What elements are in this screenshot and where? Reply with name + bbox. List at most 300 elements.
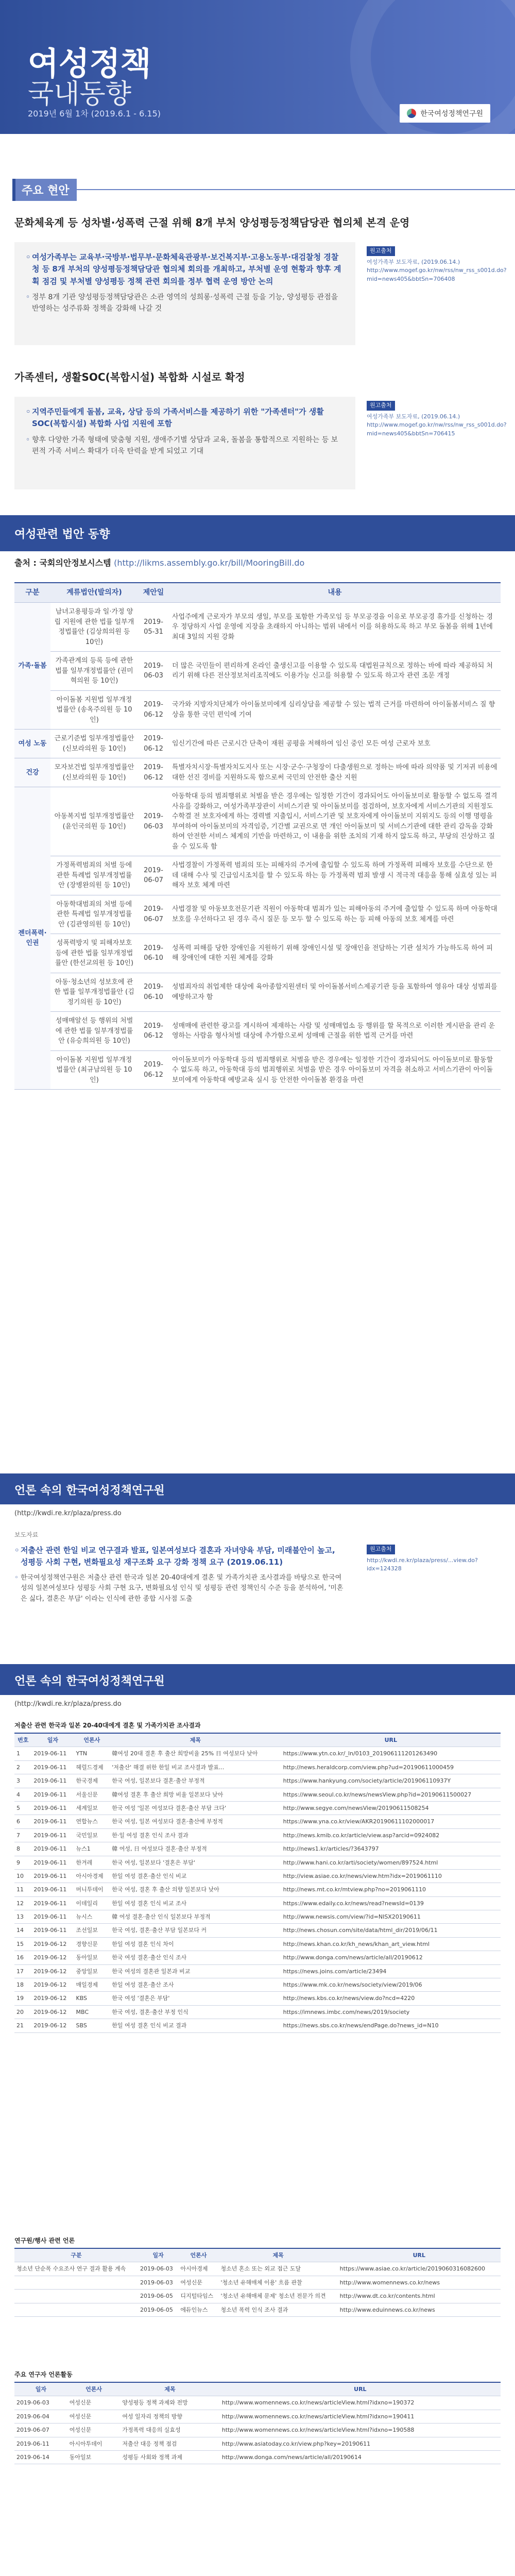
row-cell: 경향신문: [74, 1937, 110, 1951]
row-cell: 2019-06-11: [31, 1924, 74, 1937]
press1-item: [14, 1545, 344, 1605]
row-url-link[interactable]: https://imnews.imbc.com/news/2019/society: [281, 2005, 501, 2019]
row-cell: 2019-06-12: [31, 1992, 74, 2005]
law-date: 2019-06-07: [138, 895, 169, 934]
press-table2-body: [14, 2262, 501, 2317]
row-cell: 韓 여성, 日 여성보다 결혼·출산 부정적: [110, 1842, 281, 1856]
row-cell: 세계일보: [74, 1801, 110, 1815]
table-row: [14, 1774, 501, 1788]
row-url-link[interactable]: http://www.womennews.co.kr/news/articleView.html?idxno=190588: [220, 2424, 501, 2437]
source-link[interactable]: 여성가족부 보도자료, (2019.06.14.) http://www.mogef.go.kr/nw/rss/nw_rss_s001d.do?mid=news405&bbtSn=706415: [367, 413, 507, 437]
issue2-source: [367, 401, 507, 438]
row-url-link[interactable]: http://www.womennews.co.kr/news/articleView.html?idxno=190372: [220, 2396, 501, 2410]
law-content: 특별자치시장·특별자치도지사 또는 시장·군수·구청장이 다출생원으로 정하는 바에 따라 의약품 및 기저귀 비용에 대한 선진 경비를 지원하도록 함으로써 국민의 안전한 출산 지원: [169, 758, 501, 787]
row-url-link[interactable]: http://www.donga.com/news/article/all/20190612: [281, 1951, 501, 1964]
row-cell: 한일 여성 결혼·출산 조사: [110, 1978, 281, 1992]
row-url-link[interactable]: http://news.khan.co.kr/kh_news/khan_art_view.html: [281, 1937, 501, 1951]
row-cell: 2019-06-05: [138, 2290, 178, 2303]
row-cell: 아시아투데이: [67, 2437, 121, 2450]
row-cell: 아시아경제: [74, 1869, 110, 1883]
col-0: 구분: [14, 2248, 138, 2262]
row-cell: 저출산 대응 정책 점검: [120, 2437, 219, 2450]
table-row: [14, 1978, 501, 1992]
law-content: 성폭력 피해를 당한 장애인을 지원하기 위해 장애인시설 및 장애인을 전담하는 기관 설치가 가능하도록 하여 피해 장애인에 대한 지원 체계를 강화: [169, 934, 501, 973]
law-bill-name[interactable]: 모자보건법 일부개정법률안 (신보라의원 등 10인): [50, 758, 138, 787]
row-url-link[interactable]: http://news.kmib.co.kr/article/view.asp?arcid=0924082: [281, 1828, 501, 1842]
table-row: [14, 2437, 501, 2450]
law-row: [14, 1012, 501, 1051]
law-row: [14, 690, 501, 730]
col-category: 구분: [14, 583, 50, 603]
row-url-link[interactable]: https://news.sbs.co.kr/news/endPage.do?news_id=N10: [281, 2019, 501, 2032]
row-cell: KBS: [74, 1992, 110, 2005]
row-cell: 2019-06-11: [31, 1774, 74, 1788]
row-cell: 19: [14, 1992, 31, 2005]
table-row: [14, 2262, 501, 2276]
table-row: [14, 1992, 501, 2005]
row-url-link[interactable]: https://www.edaily.co.kr/news/read?newsId=0139: [281, 1896, 501, 1910]
table-row: [14, 1869, 501, 1883]
press-table1: [14, 1733, 501, 2033]
row-cell: 17: [14, 1964, 31, 1978]
row-cell: 21: [14, 2019, 31, 2032]
row-cell: 동아일보: [74, 1951, 110, 1964]
press-table2-header: [14, 2248, 501, 2262]
press-table2-caption: 연구원/행사 관련 언론: [14, 2237, 75, 2244]
row-cell: 한국 여성 '결혼은 부담': [110, 1992, 281, 2005]
law-table: [14, 582, 501, 1090]
section-line: [76, 189, 515, 190]
law-content: 사업주에게 근로자가 부모의 생일, 부모를 포함한 가족모임 등 부모공경을 이유로 부모공경 휴가를 신청하는 경우 정당하지 사업 운영에 지장을 초래하지 아니하는 범위 내에서 이를 허용하도록 하고 부모 돌봄을 위해 1년에 최대 3일의 지원 강화: [169, 603, 501, 652]
row-cell: 2019-06-11: [14, 2437, 67, 2450]
row-url-link[interactable]: http://www.womennews.co.kr/news/articleView.html?idxno=190411: [220, 2410, 501, 2423]
law-row: [14, 895, 501, 934]
row-cell: YTN: [74, 1747, 110, 1760]
press-table3-wrap: [14, 2370, 501, 2464]
law-bill-name[interactable]: 아동학대범죄의 처벌 등에 관한 특례법 일부개정법률안 (김관영의원 등 10인): [50, 895, 138, 934]
row-cell: 2019-06-12: [31, 1978, 74, 1992]
issue2-heading: 가족센터, 생활SOC(복합시설) 복합화 시설로 확정: [14, 371, 245, 383]
row-cell: 2019-06-12: [31, 1964, 74, 1978]
org-logo: [400, 104, 490, 123]
row-cell: 한일 여성 결혼 인식 비교 결과: [110, 2019, 281, 2032]
row-cell: 양성평등 정책 과제와 전망: [120, 2396, 219, 2410]
row-cell: '청소년 유해매체 문제' 청소년 전문가 의견: [219, 2290, 338, 2303]
row-cell: 한·일 여성 결혼 인식 조사 결과: [110, 1828, 281, 1842]
table-row: [14, 1964, 501, 1978]
section-law-tag: 여성관련 법안 동향: [14, 528, 110, 541]
row-cell: 한국 여성의 결혼관 일본과 비교: [110, 1964, 281, 1978]
row-cell: 이데일리: [74, 1896, 110, 1910]
issue2-box: [14, 397, 355, 489]
section-press1-band: [0, 1473, 515, 1504]
row-cell: 국민일보: [74, 1828, 110, 1842]
law-date: 2019-06-07: [138, 856, 169, 895]
table-row: [14, 1924, 501, 1937]
row-cell: 2019-06-11: [31, 1815, 74, 1828]
col-4: URL: [281, 1733, 501, 1747]
press-table1-wrap: [14, 1721, 501, 2033]
press2-url[interactable]: (http://kwdi.re.kr/plaza/press.do: [14, 1700, 122, 1708]
row-cell: 한국 여성, 일본 여성보다 결혼·출산에 부정적: [110, 1815, 281, 1828]
law-content: 성범죄자의 취업제한 대상에 육아종합지원센터 및 아이돌봄서비스제공기관 등을 포함하여 영유아 대상 성범죄를 예방하고자 함: [169, 973, 501, 1012]
row-cell: 여성 일자리 정책의 방향: [120, 2410, 219, 2423]
row-cell: 중앙일보: [74, 1964, 110, 1978]
law-date: 2019-06-03: [138, 787, 169, 856]
row-url-link[interactable]: http://www.asiatoday.co.kr/view.php?key=20190611: [220, 2437, 501, 2450]
row-cell: 4: [14, 1788, 31, 1801]
law-bill-name[interactable]: 근로기준법 일부개정법률안 (신보라의원 등 10인): [50, 730, 138, 758]
row-cell: [14, 2290, 138, 2303]
table-row: [14, 1828, 501, 1842]
row-url-link[interactable]: https://www.mk.co.kr/news/society/view/2019/06: [281, 1978, 501, 1992]
col-1: 일자: [138, 2248, 178, 2262]
col-date: 제안일: [138, 583, 169, 603]
row-cell: 성평등 사회와 정책 과제: [120, 2450, 219, 2464]
row-cell: 16: [14, 1951, 31, 1964]
press1-lead: ◦ 저출산 관련 한일 비교 연구결과 발표, 일본여성보다 결혼과 자녀양육 부담, 미래불안이 높고, 성평등 사회 구현, 변화필요성 재구조화 요구 강화 정책 요구 (2019.06.11): [14, 1545, 344, 1569]
law-date: 2019-06-03: [138, 652, 169, 691]
row-url-link[interactable]: http://www.dt.co.kr/contents.html: [338, 2290, 501, 2303]
law-source-link[interactable]: (http://likms.assembly.go.kr/bill/MooringBill.do: [114, 558, 305, 568]
law-category: 건강: [14, 758, 50, 787]
law-row: [14, 730, 501, 758]
law-content: 아동학대 등의 범죄행위로 처벌을 받은 경우에는 일정한 기간이 경과되어도 아이돌보미로 활동할 수 없도록 결격사유를 강화하고, 여성가족부장관이 서비스기관 및 아이돌보미를 점검하여, 보호자에게 서비스기관의 지원정도 수학결 전 보호자에게 하는 경력별 지출입시, 서비스기관 및 보호자에게 아이돌보미 지위지도 등의 이행 명령을 부여하여 아이돌보미의 자격임증, 기간별 교권으로 면 개인 아이돌보미 및 서비스기관에 대한 관리 감독을 강화하여 안전한 서비스 체계의 기반을 마련하고, 이 내용을 위한 조치의 기재 하지 않도록 하고, 부당의 진상하고 질을 수 있도록 함: [169, 787, 501, 856]
row-cell: 가정폭력 대응의 실효성: [120, 2424, 219, 2437]
org-name: 한국여성정책연구원: [420, 110, 483, 118]
row-cell: [14, 2276, 138, 2289]
table-row: [14, 2424, 501, 2437]
press1-body: ◦ 한국여성정책연구원은 저출산 관련 한국과 일본 20-40대에게 결혼 및 가족가치관 조사결과를 바탕으로 한국여성의 일본여성보다 성평등 사회 구현 요구, 변화필요성 인식 및 성평등 관련 정책인식 수준 등을 분석하여, '미혼은 싫다, 결혼은 부담' 이라는 인식에 관한 종합 시사점 도출: [14, 1573, 344, 1605]
row-cell: 2019-06-03: [14, 2396, 67, 2410]
law-row: [14, 652, 501, 691]
row-cell: SBS: [74, 2019, 110, 2032]
row-cell: 韓 여성 결혼·출산 인식 일본보다 부정적: [110, 1910, 281, 1924]
press-table2-wrap: [14, 2236, 501, 2317]
law-content: 성매매에 관련한 광고를 게시하여 제재하는 사람 및 성매매업소 등 행위를 할 목적으로 이러한 게시판을 관리 운영하는 사람을 형사처벌 대상에 추가함으로써 성매매 근절을 위한 법적 근거를 마련: [169, 1012, 501, 1051]
table-row: [14, 2005, 501, 2019]
issue-date: 2019년 6월 1차 (2019.6.1 - 6.15): [28, 109, 161, 118]
row-cell: 뉴스1: [74, 1842, 110, 1856]
row-url-link[interactable]: https://www.asiae.co.kr/article/2019060316082600: [338, 2262, 501, 2276]
row-url-link[interactable]: https://www.yna.co.kr/view/AKR20190611102000017: [281, 1815, 501, 1828]
row-cell: 2019-06-12: [31, 1937, 74, 1951]
page-subtitle: 국내동향: [28, 79, 131, 110]
row-cell: 뉴시스: [74, 1910, 110, 1924]
table-row: [14, 2410, 501, 2423]
row-cell: 2019-06-11: [31, 1910, 74, 1924]
law-date: 2019-05-31: [138, 603, 169, 652]
row-cell: 한겨레: [74, 1856, 110, 1869]
law-date: 2019-06-12: [138, 1050, 169, 1090]
row-url-link[interactable]: http://news.chosun.com/site/data/html_dir/2019/06/11: [281, 1924, 501, 1937]
row-cell: [14, 2303, 138, 2316]
row-cell: 한국 여성, 일본보다 '결혼은 부담': [110, 1856, 281, 1869]
col-1: 일자: [31, 1733, 74, 1747]
row-cell: 10: [14, 1869, 31, 1883]
row-cell: 14: [14, 1924, 31, 1937]
row-cell: 청소년 혼소 또는 외교 접근 도달: [219, 2262, 338, 2276]
table-row: [14, 1883, 501, 1896]
table-row: [14, 1788, 501, 1801]
row-cell: 2019-06-11: [31, 1828, 74, 1842]
row-cell: 2019-06-11: [31, 1842, 74, 1856]
law-row: [14, 973, 501, 1012]
row-url-link[interactable]: http://news.mt.co.kr/mtview.php?no=2019061110: [281, 1883, 501, 1896]
col-1: 언론사: [67, 2382, 121, 2396]
col-content: 내용: [169, 583, 501, 603]
issue1-source: [367, 246, 507, 283]
row-cell: 한국 여성 결혼·출산 인식 조사: [110, 1951, 281, 1964]
press-table1-body: [14, 1747, 501, 2032]
law-bill-name[interactable]: 아이돌봄 지원법 일부개정법률안 (송옥주의원 등 10인): [50, 690, 138, 730]
row-cell: MBC: [74, 2005, 110, 2019]
section-law-title: [14, 526, 110, 541]
col-3: URL: [220, 2382, 501, 2396]
law-content: 국가와 지방자치단체가 아이돌보미에게 심리상담을 제공할 수 있는 법적 근거를 마련하여 아이돌봄서비스 질 향상을 통한 국민 편익에 기여: [169, 690, 501, 730]
law-bill-name[interactable]: 아동·청소년의 성보호에 관한 법률 일부개정법률안 (김정기의원 등 10인): [50, 973, 138, 1012]
law-date: 2019-06-12: [138, 690, 169, 730]
row-cell: 2019-06-12: [31, 2019, 74, 2032]
row-url-link[interactable]: http://www.hani.co.kr/arti/society/women/897524.html: [281, 1856, 501, 1869]
row-url-link[interactable]: https://www.hankyung.com/society/article/201906110937Y: [281, 1774, 501, 1788]
press1-url[interactable]: (http://kwdi.re.kr/plaza/press.do: [14, 1510, 122, 1517]
law-content: 사법경찰이 가정폭력 범죄의 또는 피해자의 주거에 출입할 수 있도록 하며 가정폭력 피해자 보호를 수단으로 한 데 대해 수사 및 긴급임시조치를 할 수 있도록 하는 등 가정폭력 범죄 발생 시 적극적 대응을 통해 실효성 있는 피해자 보호 체계 마련: [169, 856, 501, 895]
row-cell: 12: [14, 1896, 31, 1910]
law-table-wrap: [14, 582, 501, 1090]
row-url-link[interactable]: http://view.asiae.co.kr/news/view.htm?idx=2019061110: [281, 1869, 501, 1883]
law-bill-name[interactable]: 가정폭력범죄의 처벌 등에 관한 특례법 일부개정법률안 (장병완의원 등 10인): [50, 856, 138, 895]
issue1-box: [14, 242, 355, 345]
row-cell: 15: [14, 1937, 31, 1951]
row-cell: 여성신문: [178, 2276, 218, 2289]
page-title: 여성정책: [28, 45, 151, 82]
row-cell: 한국 여성 '일본 여성보다 결혼·출산 부담 크다': [110, 1801, 281, 1815]
row-cell: 2019-06-11: [31, 1747, 74, 1760]
row-cell: 한일 여성 결혼 인식 차이: [110, 1937, 281, 1951]
source-link[interactable]: 여성가족부 보도자료, (2019.06.14.) http://www.mogef.go.kr/nw/rss/nw_rss_s001d.do?mid=news405&bbtSn=706408: [367, 258, 507, 282]
page-header: [0, 0, 515, 134]
col-2: 언론사: [178, 2248, 218, 2262]
press-table1-caption: 저출산 관련 한국과 일본 20-40대에게 결혼 및 가족가치관 조사결과: [14, 1722, 201, 1729]
row-cell: 청소년 단순폭 수요조사 연구 결과 활용 계속: [14, 2262, 138, 2276]
law-bill-name[interactable]: 아이돌봄 지원법 일부개정법률안 (최규남의원 등 10인): [50, 1050, 138, 1090]
row-url-link[interactable]: http://www.segye.com/newsView/20190611508254: [281, 1801, 501, 1815]
row-cell: 2: [14, 1760, 31, 1774]
table-row: [14, 2290, 501, 2303]
row-cell: 헤럴드경제: [74, 1760, 110, 1774]
table-row: [14, 2450, 501, 2464]
law-bill-name[interactable]: 성매매알선 등 행위의 처벌에 관한 법률 일부개정법률안 (유승희의원 등 10인): [50, 1012, 138, 1051]
col-bill: 계류법안(발의자): [50, 583, 138, 603]
law-content: 사법경찰 및 아동보호전문기관 직원이 아동학대 범죄가 있는 피해아동의 주거에 출입할 수 있도록 하며 아동학대 보호를 우선하다고 된 경우 즉시 질문 등 모두 할 수 있도록 하는 등 피해 아동의 보호 체계를 마련: [169, 895, 501, 934]
row-cell: 2019-06-12: [31, 1951, 74, 1964]
row-cell: 여성신문: [67, 2410, 121, 2423]
row-cell: '청소년 유해매체 이용' 흐름 관찰: [219, 2276, 338, 2289]
table-row: [14, 1937, 501, 1951]
row-cell: 서울신문: [74, 1788, 110, 1801]
row-cell: 머니투데이: [74, 1883, 110, 1896]
table-row: [14, 1951, 501, 1964]
col-4: URL: [338, 2248, 501, 2262]
law-content: 임신기간에 따른 근로시간 단축이 재원 공평을 저해하여 임신 중인 모든 여성 근로자 보호: [169, 730, 501, 758]
row-cell: 조선일보: [74, 1924, 110, 1937]
row-cell: '저출산' 해결 위한 한일 비교 조사결과 발표...: [110, 1760, 281, 1774]
section-key-issues: [0, 175, 515, 204]
law-source: [14, 556, 304, 568]
row-cell: 2019-06-07: [14, 2424, 67, 2437]
section-press2-title: 언론 속의 한국여성정책연구원: [14, 1675, 165, 1688]
row-cell: 동아일보: [67, 2450, 121, 2464]
col-0: 일자: [14, 2382, 67, 2396]
law-row: [14, 787, 501, 856]
row-cell: 5: [14, 1801, 31, 1815]
press-table2: [14, 2248, 501, 2317]
table-row: [14, 1760, 501, 1774]
row-cell: 7: [14, 1828, 31, 1842]
row-url-link[interactable]: http://www.donga.com/news/article/all/20190614: [220, 2450, 501, 2464]
law-date: 2019-06-12: [138, 1012, 169, 1051]
row-cell: 2019-06-11: [31, 1869, 74, 1883]
row-cell: 2019-06-11: [31, 1896, 74, 1910]
table-row: [14, 1910, 501, 1924]
law-row: [14, 603, 501, 652]
row-url-link[interactable]: https://www.ytn.co.kr/_ln/0103_201906111201263490: [281, 1747, 501, 1760]
law-category: 여성 노동: [14, 730, 50, 758]
row-cell: 韓여성 20대 결혼 후 출산 희망비율 25% 日 여성보다 낮아: [110, 1747, 281, 1760]
table-row: [14, 2303, 501, 2316]
section-law-band: [0, 515, 515, 551]
table-row: [14, 1801, 501, 1815]
row-cell: 9: [14, 1856, 31, 1869]
row-url-link[interactable]: https://news.joins.com/article/23494: [281, 1964, 501, 1978]
row-cell: 1: [14, 1747, 31, 1760]
section-tag: 주요 현안: [12, 179, 77, 201]
press1-source: [367, 1545, 501, 1573]
law-date: 2019-06-12: [138, 730, 169, 758]
law-bill-name[interactable]: 아동복지법 일부개정법률안 (윤인국의원 등 10인): [50, 787, 138, 856]
table-row: [14, 1815, 501, 1828]
law-content: 더 많은 국민들이 편리하게 온라인 출생신고를 이용할 수 있도록 대법원규칙으로 정하는 바에 따라 제공하되 처리기 위해 다른 전산정보처리조직에도 이용가능 신고를 허용할 수 있도록 하고자 관련 조문 개정: [169, 652, 501, 691]
row-cell: 에듀인뉴스: [178, 2303, 218, 2316]
row-cell: 2019-06-05: [138, 2303, 178, 2316]
law-date: 2019-06-10: [138, 973, 169, 1012]
table-row: [14, 1842, 501, 1856]
row-url-link[interactable]: http://www.eduinnews.co.kr/news: [338, 2303, 501, 2316]
row-cell: 韓여성 결혼 후 출산 희망 비율 일본보다 낮아: [110, 1788, 281, 1801]
row-cell: 2019-06-11: [31, 1883, 74, 1896]
law-bill-name[interactable]: 성폭력방지 및 피해자보호 등에 관한 법률 일부개정법률안 (한선교의원 등 10인): [50, 934, 138, 973]
law-row: [14, 934, 501, 973]
row-cell: 한국 여성, 결혼 후 출산 의향 일본보다 낮아: [110, 1883, 281, 1896]
row-cell: 11: [14, 1883, 31, 1896]
row-cell: 한일 여성 결혼·출산 인식 비교: [110, 1869, 281, 1883]
row-cell: 한일 여성 결혼 인식 비교 조사: [110, 1896, 281, 1910]
row-cell: 한국 여성, 일본보다 결혼·출산 부정적: [110, 1774, 281, 1788]
law-table-body: [14, 603, 501, 1090]
section-header: [0, 175, 515, 204]
row-cell: 2019-06-11: [31, 1856, 74, 1869]
law-table-header: [14, 583, 501, 603]
press-table3-body: [14, 2396, 501, 2464]
row-cell: 여성신문: [67, 2396, 121, 2410]
row-cell: 매일경제: [74, 1978, 110, 1992]
col-2: 제목: [120, 2382, 219, 2396]
row-cell: 8: [14, 1842, 31, 1856]
row-cell: 2019-06-03: [138, 2262, 178, 2276]
row-cell: 2019-06-12: [31, 2005, 74, 2019]
row-url-link[interactable]: https://www.seoul.co.kr/news/newsView.php?id=20190611500027: [281, 1788, 501, 1801]
section-press2-band: [0, 1664, 515, 1695]
section-press1-title: 언론 속의 한국여성정책연구원: [14, 1484, 165, 1497]
row-cell: 디지털타임스: [178, 2290, 218, 2303]
col-3: 제목: [219, 2248, 338, 2262]
row-cell: 한국경제: [74, 1774, 110, 1788]
row-cell: 2019-06-14: [14, 2450, 67, 2464]
row-cell: 한국 여성, 결혼·출산 부담 일본보다 커: [110, 1924, 281, 1937]
row-cell: 여성신문: [67, 2424, 121, 2437]
law-bill-name[interactable]: 남녀고용평등과 일·가정 양립 지원에 관한 법률 일부개정법률안 (김상희의원 등 10인): [50, 603, 138, 652]
col-2: 언론사: [74, 1733, 110, 1747]
law-date: 2019-06-10: [138, 934, 169, 973]
law-source-title: 출처 : 국회의안정보시스템: [14, 558, 111, 568]
law-category: 젠더폭력·인권: [14, 787, 50, 1090]
row-cell: 아시아경제: [178, 2262, 218, 2276]
source-label: 원고출처: [367, 401, 395, 411]
issue1-lead: ◦ 여성가족부는 교육부·국방부·법무부·문화체육관광부·보건복지부·고용노동부·대검찰청 경찰청 등 8개 부처의 양성평등정책담당관 협의체 회의를 개최하고, 부처별 운영 현황과 향후 계획 점검 및 부처별 양성평등 정책 관련 회의를 정부 협력 운영 방안 논의: [26, 251, 344, 287]
law-row: [14, 856, 501, 895]
col-0: 번호: [14, 1733, 31, 1747]
issue2-body: ◦ 향후 다양한 가족 형태에 맞춤형 지원, 생애주기별 상담과 교육, 돌봄을 통합적으로 지원하는 등 보편적 가족 서비스 확대가 더욱 탄력을 받게 되었고 기대: [26, 434, 344, 457]
issue1-heading: 문화체육계 등 성차별·성폭력 근절 위해 8개 부처 양성평등정책담당관 협의체 본격 운영: [14, 216, 410, 229]
law-category: 가족·돌봄: [14, 603, 50, 730]
press1-label: 보도자료: [14, 1531, 39, 1538]
press-table1-header: [14, 1733, 501, 1747]
row-url-link[interactable]: http://news.heraldcorp.com/view.php?ud=20190611000459: [281, 1760, 501, 1774]
law-row: [14, 758, 501, 787]
source-link[interactable]: http://kwdi.re.kr/plaza/press/...view.do?idx=124328: [367, 1556, 478, 1572]
row-cell: 3: [14, 1774, 31, 1788]
law-bill-name[interactable]: 가족관계의 등록 등에 관한 법률 일부개정법률안 (권미혁의원 등 10인): [50, 652, 138, 691]
table-row: [14, 1747, 501, 1760]
row-cell: 2019-06-11: [31, 1801, 74, 1815]
source-label: 원고출처: [367, 1545, 395, 1554]
row-url-link[interactable]: http://news.kbs.co.kr/news/view.do?ncd=4220: [281, 1992, 501, 2005]
row-url-link[interactable]: http://www.womennews.co.kr/news: [338, 2276, 501, 2289]
row-url-link[interactable]: http://www.newsis.com/view/?id=NISX20190611: [281, 1910, 501, 1924]
row-cell: 한국 여성, 결혼·출산 부정 인식: [110, 2005, 281, 2019]
issue1-body: ◦ 정부 8개 기관 양성평등정책담당관은 소관 영역의 성희롱·성폭력 근절 등을 기능, 양성평등 관점을 반영하는 성주류화 정책을 강화해 나갈 것: [26, 292, 344, 315]
table-row: [14, 2396, 501, 2410]
law-row: [14, 1050, 501, 1090]
row-cell: 2019-06-11: [31, 1760, 74, 1774]
row-cell: 18: [14, 1978, 31, 1992]
table-row: [14, 1856, 501, 1869]
row-cell: 2019-06-04: [14, 2410, 67, 2423]
issue2-lead: ◦ 지역주민들에게 돌봄, 교육, 상담 등의 가족서비스를 제공하기 위한 "가족센터"가 생활SOC(복합시설) 복합화 사업 지원에 포함: [26, 406, 344, 430]
row-cell: 연합뉴스: [74, 1815, 110, 1828]
row-cell: 20: [14, 2005, 31, 2019]
press-table3-header: [14, 2382, 501, 2396]
source-label: 원고출처: [367, 246, 395, 256]
press-table3-caption: 주요 연구자 언론활동: [14, 2371, 73, 2378]
row-cell: 6: [14, 1815, 31, 1828]
row-url-link[interactable]: http://news1.kr/articles/?3643797: [281, 1842, 501, 1856]
row-cell: 2019-06-03: [138, 2276, 178, 2289]
press-table3: [14, 2382, 501, 2464]
table-row: [14, 2276, 501, 2289]
row-cell: 청소년 폭력 인식 조사 결과: [219, 2303, 338, 2316]
